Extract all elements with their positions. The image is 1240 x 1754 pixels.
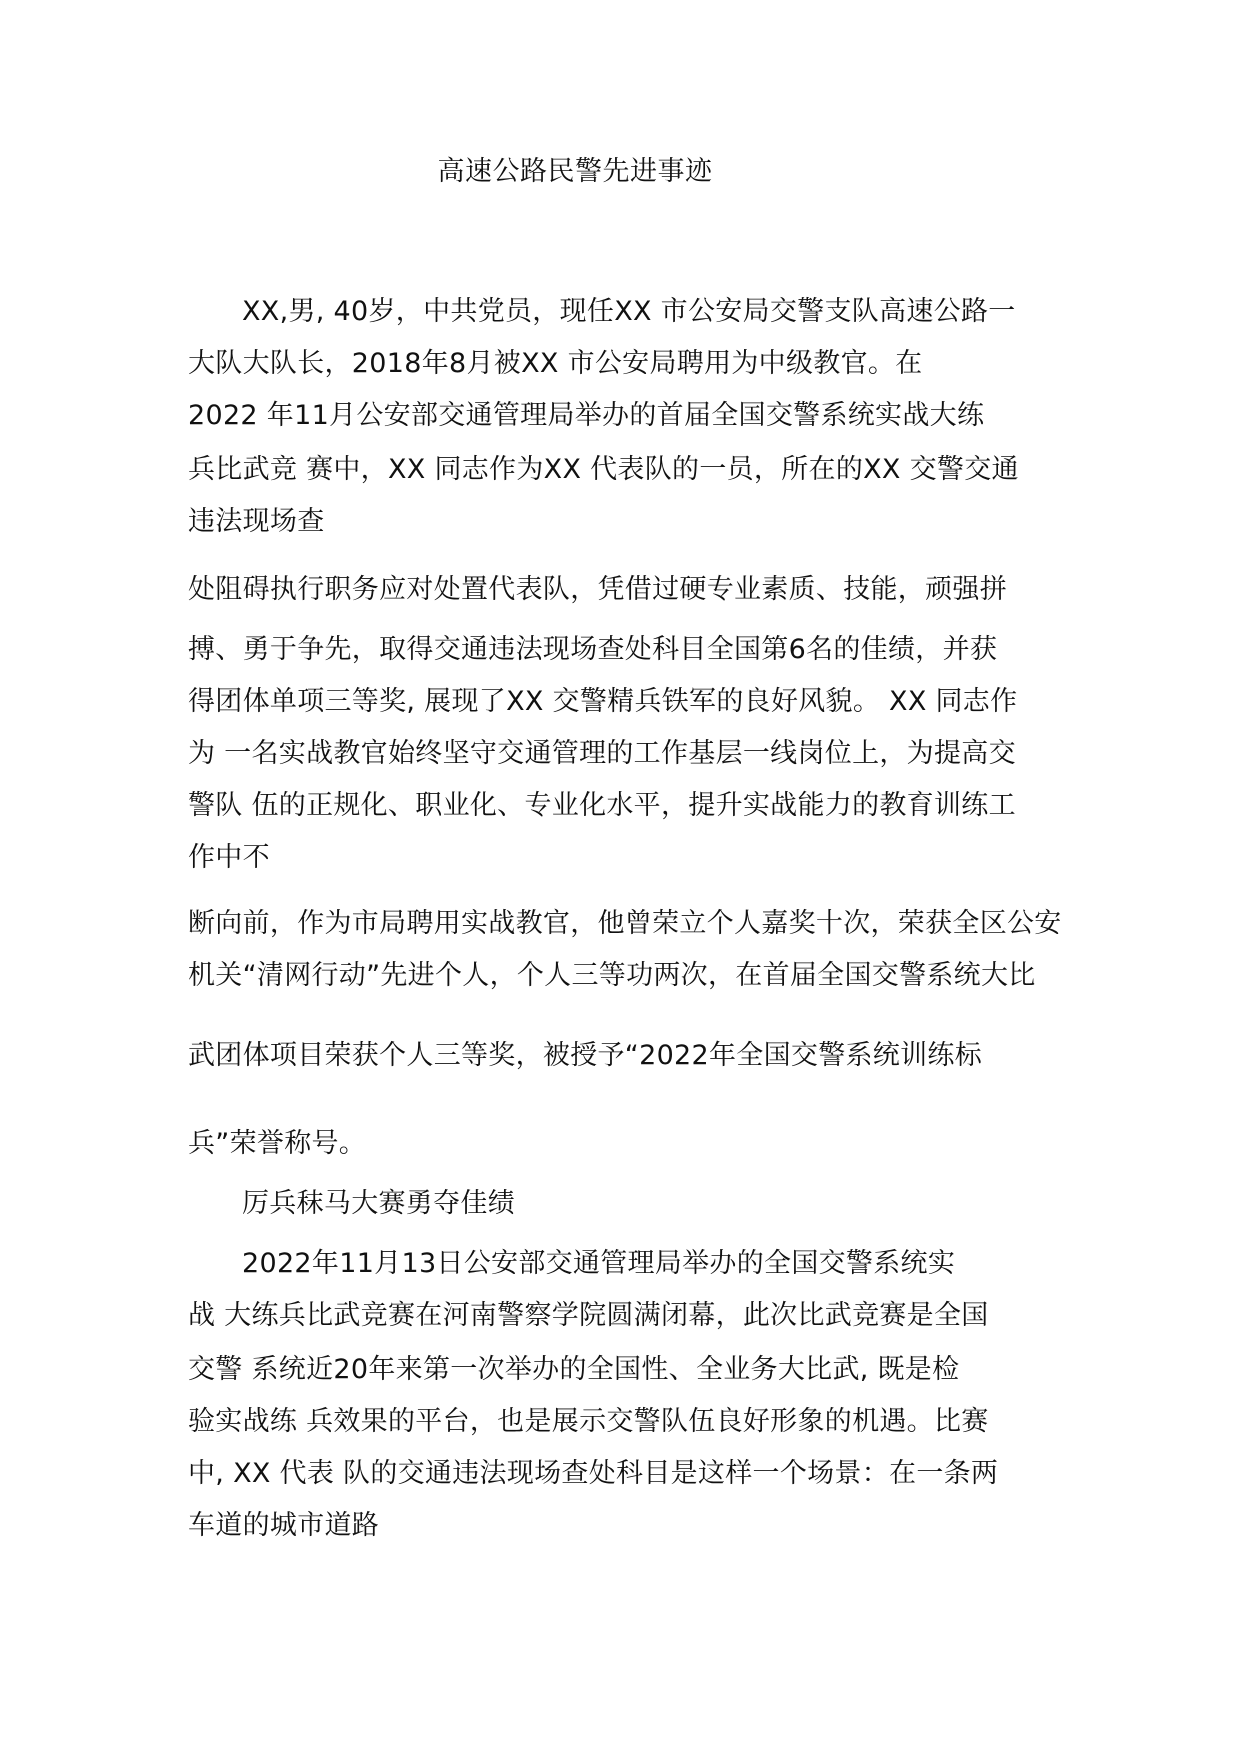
paragraph-line: 违法现场查 — [188, 506, 325, 537]
paragraph-line: 搏、勇于争先，取得交通违法现场查处科目全国第6名的佳绩，并获 — [188, 634, 998, 665]
paragraph-line: 兵”荣誉称号。 — [188, 1128, 367, 1159]
paragraph-line: 机关“清网行动”先进个人，个人三等功两次，在首届全国交警系统大比 — [188, 960, 1036, 991]
paragraph-line: 2022 年11月公安部交通管理局举办的首届全国交警系统实战大练 — [188, 400, 985, 431]
paragraph-line: 得团体单项三等奖, 展现了XX 交警精兵铁军的良好风貌。 XX 同志作 — [188, 686, 1018, 717]
paragraph-line: 断向前，作为市局聘用实战教官，他曾荣立个人嘉奖十次，荣获全区公安 — [188, 908, 1062, 939]
paragraph-line: 验实战练 兵效果的平台，也是展示交警队伍良好形象的机遇。比赛 — [188, 1406, 989, 1437]
paragraph-line: 警队 伍的正规化、职业化、专业化水平，提升实战能力的教育训练工 — [188, 790, 1016, 821]
paragraph-line: 作中不 — [188, 842, 270, 873]
paragraph-line: 战 大练兵比武竞赛在河南警察学院圆满闭幕，此次比武竞赛是全国 — [188, 1300, 989, 1331]
paragraph-line: 兵比武竞 赛中，XX 同志作为XX 代表队的一员，所在的XX 交警交通 — [188, 454, 1019, 485]
paragraph-line: 中, XX 代表 队的交通违法现场查处科目是这样一个场景：在一条两 — [188, 1458, 999, 1489]
paragraph-line: 2022年11月13日公安部交通管理局举办的全国交警系统实 — [242, 1248, 956, 1279]
paragraph-line: 大队大队长，2018年8月被XX 市公安局聘用为中级教官。在 — [188, 348, 923, 379]
paragraph-line: 为 一名实战教官始终坚守交通管理的工作基层一线岗位上，为提高交 — [188, 738, 1016, 769]
paragraph-line: XX,男, 40岁，中共党员，现任XX 市公安局交警支队高速公路一 — [242, 296, 1016, 327]
document-title: 高速公路民警先进事迹 — [437, 156, 713, 187]
paragraph-line: 处阻碍执行职务应对处置代表队，凭借过硬专业素质、技能，顽强拼 — [188, 574, 1007, 605]
paragraph-line: 武团体项目荣获个人三等奖，被授予“2022年全国交警系统训练标 — [188, 1040, 982, 1071]
section-heading: 厉兵秣马大赛勇夺佳绩 — [242, 1188, 515, 1219]
paragraph-line: 车道的城市道路 — [188, 1510, 380, 1541]
paragraph-line: 交警 系统近20年来第一次举办的全国性、全业务大比武, 既是检 — [188, 1354, 960, 1385]
